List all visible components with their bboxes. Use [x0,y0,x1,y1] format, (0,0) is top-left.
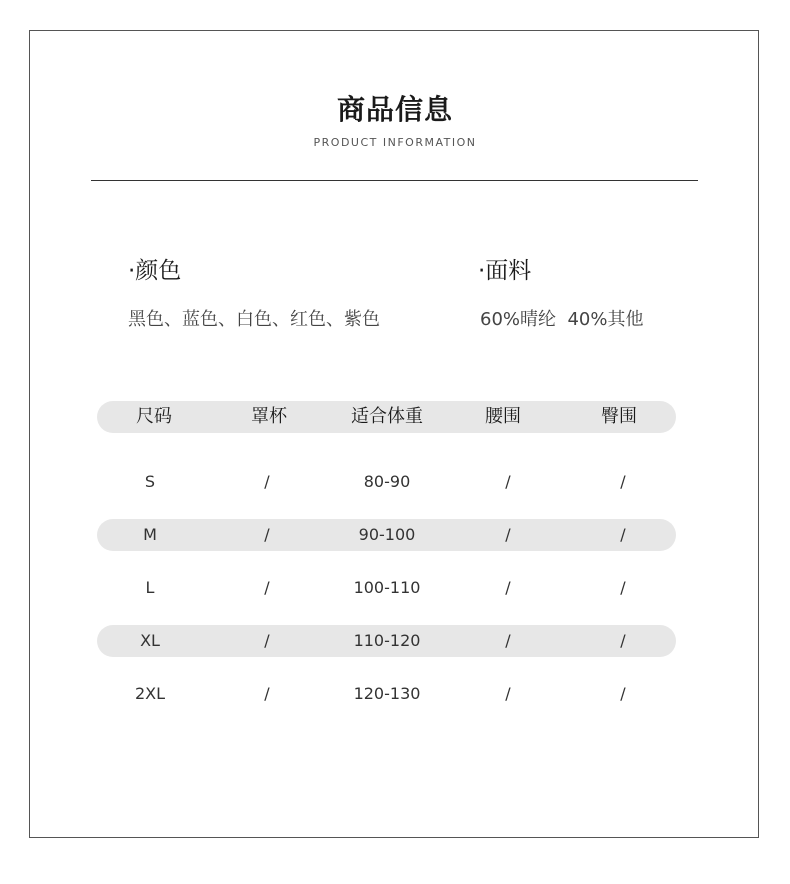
table-row [97,625,676,657]
cell-hip: / [620,578,626,597]
cell-cup: / [264,525,270,544]
cell-waist: / [505,525,511,544]
page-subtitle: PRODUCT INFORMATION [313,136,477,149]
column-header-hip: 臀围 [601,406,637,427]
column-header-weight: 适合体重 [351,406,423,427]
cell-weight: 110-120 [353,631,421,650]
table-row [97,572,676,604]
cell-waist: / [505,578,511,597]
page-title: 商品信息 [336,93,453,126]
cell-cup: / [264,578,270,597]
column-header-cup: 罩杯 [251,406,287,427]
cell-weight: 90-100 [358,525,416,544]
cell-cup: / [264,472,270,491]
size-table-header [97,401,676,433]
color-label: ·颜色 [128,258,182,284]
table-row [97,678,676,710]
cell-weight: 80-90 [363,472,411,491]
color-value: 黑色、蓝色、白色、红色、紫色 [128,309,380,330]
cell-weight: 120-130 [353,684,421,703]
page-frame [29,30,759,838]
cell-cup: / [264,631,270,650]
cell-hip: / [620,684,626,703]
cell-cup: / [264,684,270,703]
cell-hip: / [620,631,626,650]
cell-size: 2XL [134,684,166,703]
fabric-label: ·面料 [478,258,532,284]
column-header-waist: 腰围 [485,406,521,427]
cell-hip: / [620,472,626,491]
cell-waist: / [505,472,511,491]
cell-size: XL [140,631,160,650]
cell-waist: / [505,684,511,703]
cell-size: S [144,472,156,491]
table-row [97,466,676,498]
column-header-size: 尺码 [136,406,172,427]
cell-size: L [145,578,155,597]
cell-weight: 100-110 [353,578,421,597]
header-divider [91,180,698,181]
cell-size: M [143,525,157,544]
cell-waist: / [505,631,511,650]
fabric-value: 60%晴纶 40%其他 [480,309,644,330]
table-row [97,519,676,551]
cell-hip: / [620,525,626,544]
